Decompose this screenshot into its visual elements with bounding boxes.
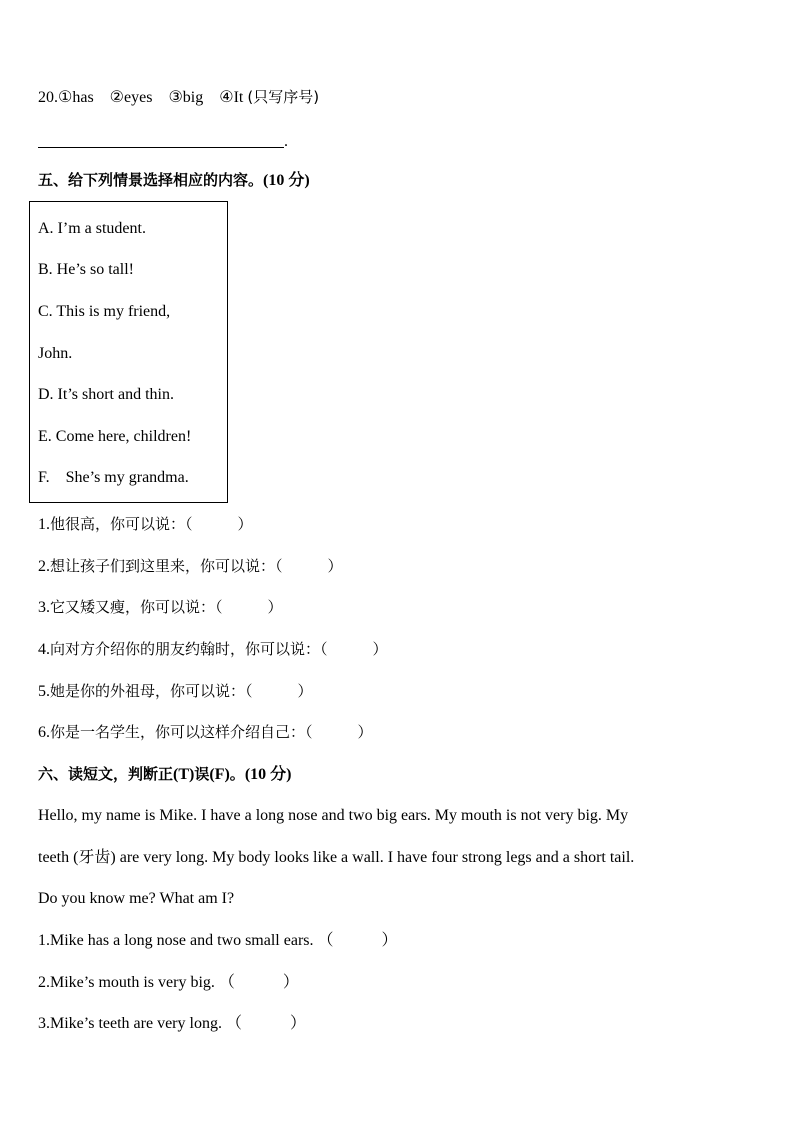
question-20 (38, 87, 319, 108)
passage-line-2: teeth (牙齿) are very long. My body looks like a wall. I have four strong legs and a short tail. (38, 849, 635, 866)
sec5-question-number: 3. (38, 599, 50, 616)
sec6-question-2[interactable]: 2.Mike’s mouth is very big. （ ） (38, 974, 299, 991)
section-6-true-mark: (T) (173, 766, 195, 783)
question-20-number: 20. (38, 89, 58, 106)
passage-line-3: Do you know me? What am I? (38, 890, 235, 907)
section-5-score: (10 分) (263, 172, 310, 189)
option-f: F. She’s my grandma. (38, 469, 189, 486)
section-5-title: 五、给下列情景选择相应的内容。 (38, 171, 264, 189)
passage-line-1: Hello, my name is Mike. I have a long nose and two big ears. My mouth is not very big. My (38, 807, 629, 824)
sec5-question-text: 她是你的外祖母，你可以说：（ ） (50, 682, 313, 700)
sec5-question-6[interactable] (38, 722, 373, 743)
sec5-question-5[interactable] (38, 681, 313, 702)
sec5-question-text: 他很高，你可以说：（ ） (50, 515, 253, 533)
option-c: C. This is my friend, (38, 303, 171, 320)
section-5-heading (38, 170, 310, 191)
sec5-question-4[interactable] (38, 639, 388, 660)
section-6-score: (10 分) (244, 766, 292, 783)
sec6-question-3[interactable]: 3.Mike’s teeth are very long. （ ） (38, 1015, 306, 1032)
sec5-question-number: 4. (38, 641, 50, 658)
sec5-question-1[interactable] (38, 514, 253, 535)
sec5-question-text: 想让孩子们到这里来，你可以说：（ ） (50, 557, 343, 575)
answer-blank-line[interactable] (38, 147, 284, 148)
question-20-words: ①has ②eyes ③big ④It (58, 89, 244, 106)
sec5-question-number: 5. (38, 683, 50, 700)
sec5-question-text: 你是一名学生，你可以这样介绍自己：（ ） (50, 723, 373, 741)
options-box (29, 201, 228, 503)
question-20-note: (只写序号) (247, 88, 320, 106)
option-a: A. I’m a student. (38, 220, 146, 237)
sec5-question-text: 向对方介绍你的朋友约翰时，你可以说：（ ） (50, 640, 388, 658)
sec5-question-number: 1. (38, 516, 50, 533)
sec5-question-number: 2. (38, 558, 50, 575)
section-6-title-end: 。 (229, 765, 245, 783)
option-e: E. Come here, children! (38, 428, 192, 445)
sec5-question-text: 它又矮又瘦，你可以说：（ ） (50, 598, 283, 616)
section-6-title-mid: 误 (194, 765, 210, 783)
option-c-continued: John. (38, 345, 73, 362)
option-b: B. He’s so tall! (38, 261, 134, 278)
section-6-false-mark: (F) (209, 766, 230, 783)
section-6-heading (38, 764, 291, 785)
sec6-question-1[interactable]: 1.Mike has a long nose and two small ears. （ ） (38, 932, 398, 949)
answer-blank-period: . (284, 133, 288, 150)
sec5-question-3[interactable] (38, 597, 283, 618)
option-d: D. It’s short and thin. (38, 386, 174, 403)
section-6-title: 六、读短文，判断正 (38, 765, 174, 783)
sec5-question-number: 6. (38, 724, 50, 741)
sec5-question-2[interactable] (38, 556, 343, 577)
